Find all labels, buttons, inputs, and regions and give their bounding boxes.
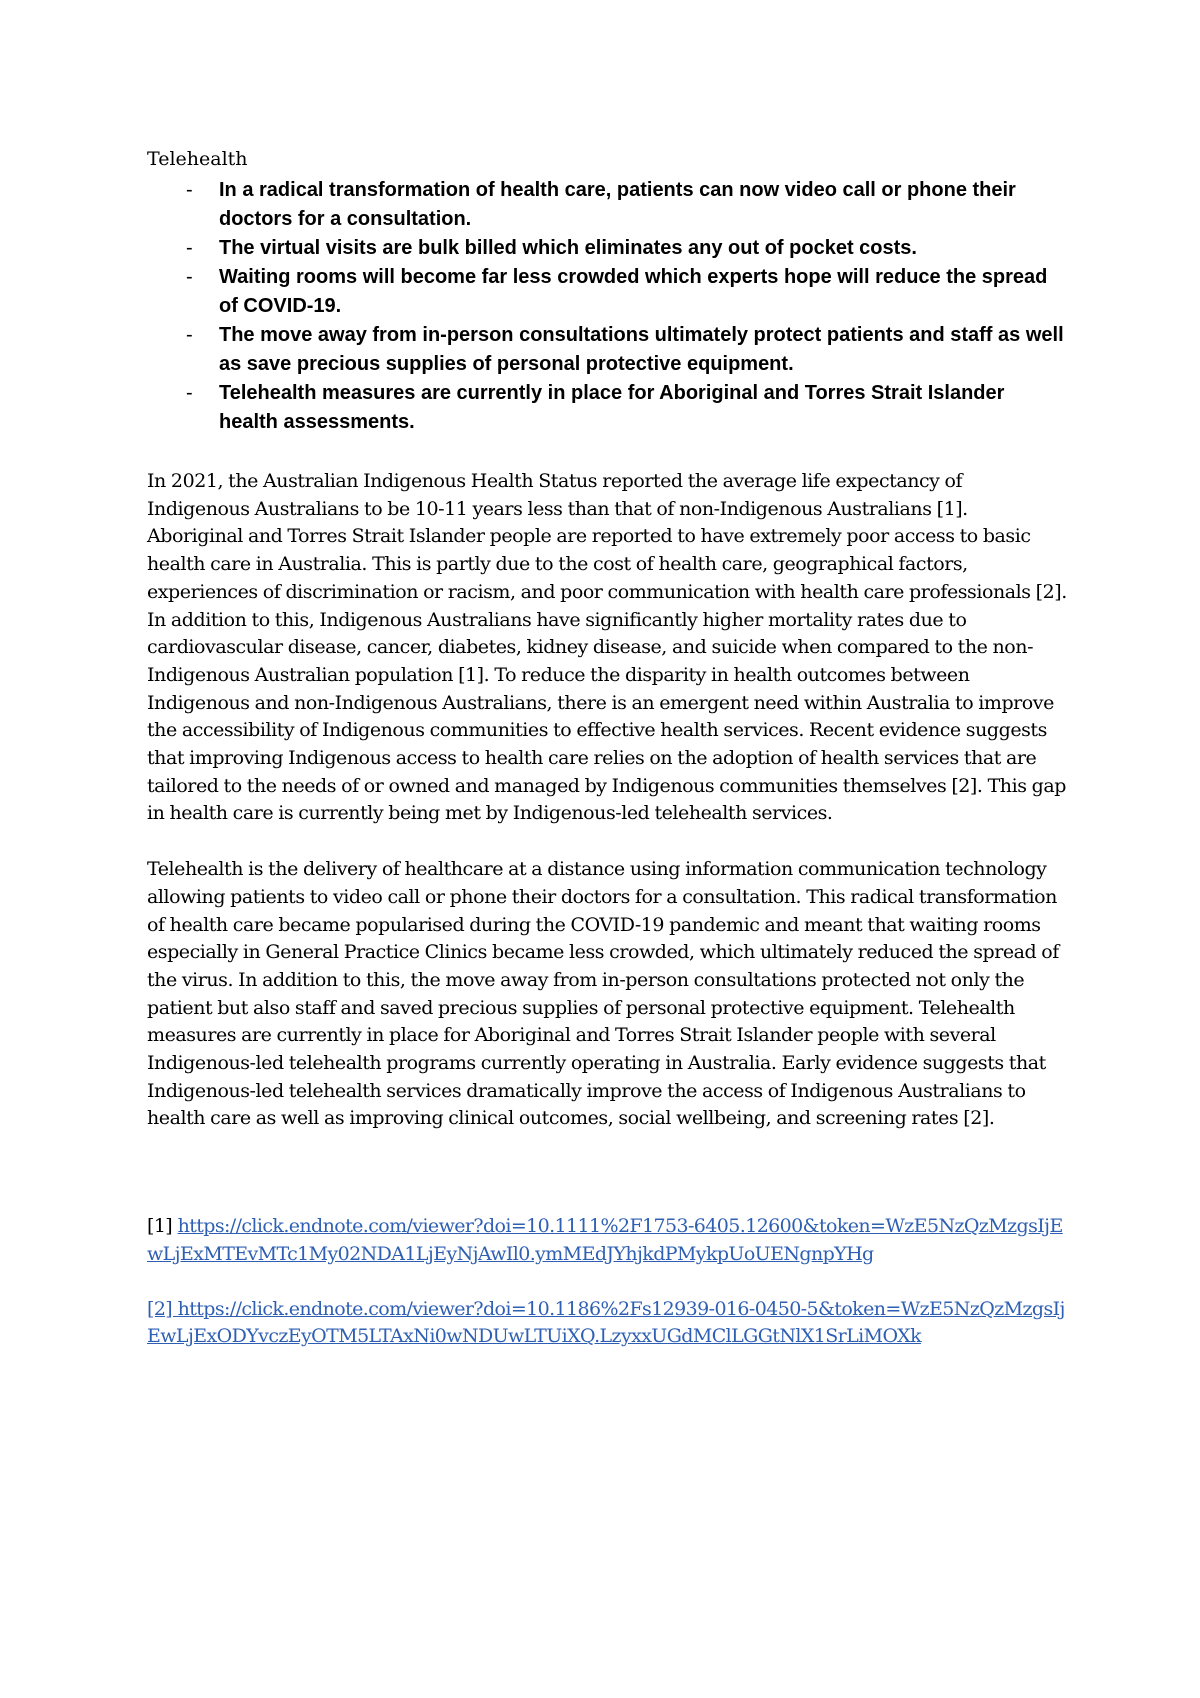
section-heading: Telehealth xyxy=(147,148,248,170)
reference-url: https://click.endnote.com/viewer?doi=10.1186%2Fs12939-016-0450-5&token=WzE5NzQzMzgsIjEwLjExODYvczEyOTM5LTAxNi0wNDUwLTUiXQ.LzyxxUGdMClLGGtNlX1SrLiMOXk xyxy=(147,1297,1065,1348)
bullet-dash: - xyxy=(186,266,193,288)
reference-link[interactable]: https://click.endnote.com/viewer?doi=10.1111%2F1753-6405.12600&token=WzE5NzQzMzgsIjEwLjExMTEvMTc1My02NDA1LjEyNjAwIl0.ymMEdJYhjkdPMykpUoUENgnpYHg xyxy=(147,1215,1063,1265)
reference-list xyxy=(147,1213,1067,1351)
bullet-item xyxy=(147,263,1067,321)
bullet-text: In a radical transformation of health care, patients can now video call or phone their doctors for a consultation. xyxy=(219,179,1016,230)
bullet-text: The virtual visits are bulk billed which eliminates any out of pocket costs. xyxy=(219,237,917,259)
paragraph-health-status: In 2021, the Australian Indigenous Health Status reported the average life expectancy of Indigenous Australians to be 10-11 years less than that of non-Indigenous Australians [1]. Aboriginal and Torres Strait Islander people are reported to have extremely poor access to basic health care in Australia. This is partly due to the cost of health care, geographical factors, experiences of discrimination or racism, and poor communication with health care professionals [2]. In addition to this, Indigenous Australians have significantly higher mortality rates due to cardiovascular disease, cancer, diabetes, kidney disease, and suicide when compared to the non-Indigenous Australian population [1]. To reduce the disparity in health outcomes between Indigenous and non-Indigenous Australians, there is an emergent need within Australia to improve the accessibility of Indigenous communities to effective health services. Recent evidence suggests that improving Indigenous access to health care relies on the adoption of health services that are tailored to the needs of or owned and managed by Indigenous communities themselves [2]. This gap in health care is currently being met by Indigenous-led telehealth services. xyxy=(147,470,1067,825)
reference-label: [1] xyxy=(147,1215,178,1238)
reference-item xyxy=(147,1213,1067,1268)
bullet-text: The move away from in-person consultations ultimately protect patients and staff as well as save precious supplies of personal protective equipment. xyxy=(219,324,1064,375)
reference-label: [2] xyxy=(147,1297,178,1320)
bullet-dash: - xyxy=(186,324,193,346)
paragraph-telehealth: Telehealth is the delivery of healthcare at a distance using information communication technology allowing patients to video call or phone their doctors for a consultation. This radical transformation of health care became popularised during the COVID-19 pandemic and meant that waiting rooms especially in General Practice Clinics became less crowded, which ultimately reduced the spread of the virus. In addition to this, the move away from in-person consultations protected not only the patient but also staff and saved precious supplies of personal protective equipment. Telehealth measures are currently in place for Aboriginal and Torres Strait Islander people with several Indigenous-led telehealth programs currently operating in Australia. Early evidence suggests that Indigenous-led telehealth services dramatically improve the access of Indigenous Australians to health care as well as improving clinical outcomes, social wellbeing, and screening rates [2]. xyxy=(147,858,1059,1130)
bullet-dash: - xyxy=(186,179,193,201)
bullet-text: Telehealth measures are currently in place for Aboriginal and Torres Strait Islander health assessments. xyxy=(219,382,1005,433)
bullet-dash: - xyxy=(186,237,193,259)
bullet-item xyxy=(147,321,1067,379)
bullet-text: Waiting rooms will become far less crowded which experts hope will reduce the spread of COVID-19. xyxy=(219,266,1048,317)
bullet-item xyxy=(147,234,1067,263)
bullet-item xyxy=(147,379,1067,437)
bullet-item xyxy=(147,176,1067,234)
document-body xyxy=(147,146,1067,1351)
reference-item xyxy=(147,1296,1067,1351)
bullet-dash: - xyxy=(186,382,193,404)
summary-bullet-list xyxy=(147,176,1067,437)
reference-link[interactable] xyxy=(147,1298,1065,1348)
